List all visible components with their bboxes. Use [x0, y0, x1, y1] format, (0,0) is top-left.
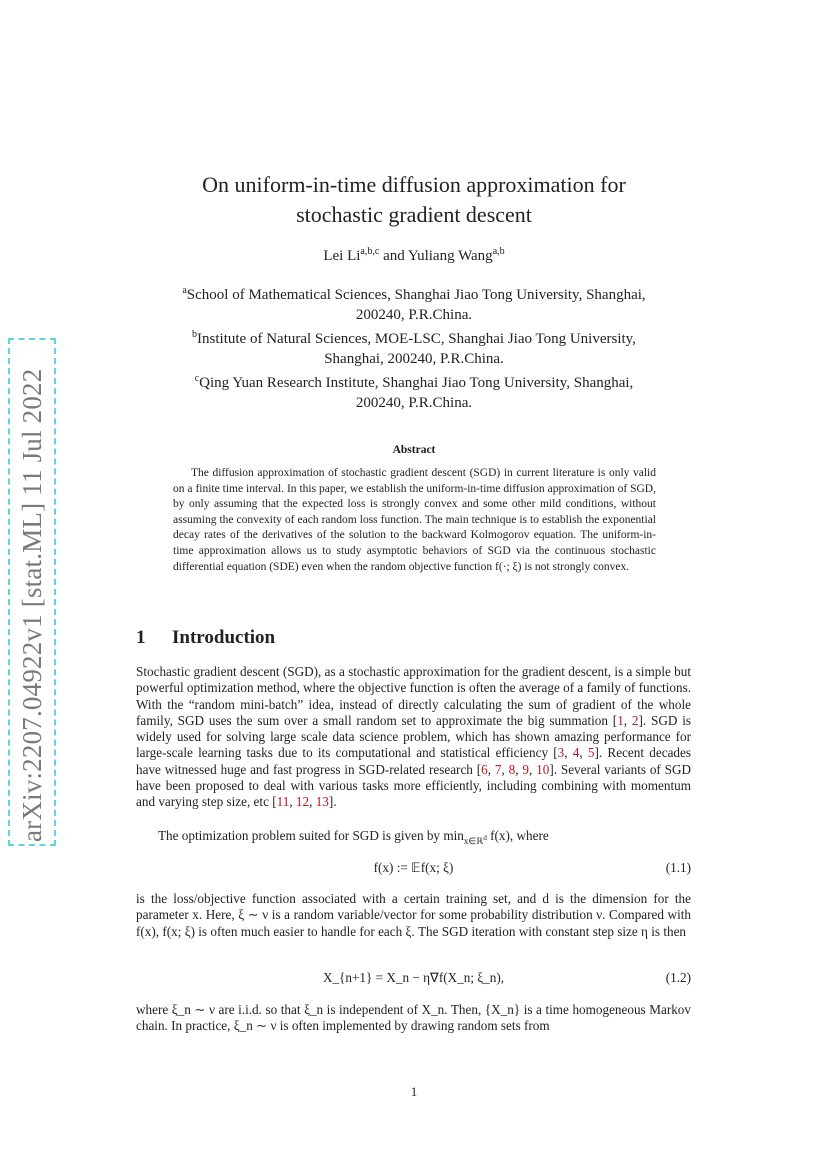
affiliation-text: Qing Yuan Research Institute, Shanghai Jiao Tong University, Shanghai,	[199, 375, 634, 391]
intro-paragraph-4: where ξ_n ∼ ν are i.i.d. so that ξ_n is independent of X_n. Then, {X_n} is a time homogeneous Markov chain. In practice, ξ_n ∼ ν is often implemented by drawing random sets from	[136, 1002, 691, 1034]
citation-link[interactable]: 2	[631, 712, 639, 728]
affiliation-marker: a	[182, 285, 187, 296]
affiliation-marker: c	[194, 373, 200, 384]
citation-link[interactable]: 4	[572, 745, 580, 761]
arxiv-identifier[interactable]: arXiv:2207.04922v1 [stat.ML] 11 Jul 2022	[17, 368, 47, 842]
citation-link[interactable]: 8	[508, 761, 516, 777]
title-line-2: stochastic gradient descent	[296, 202, 532, 227]
paper-title	[136, 170, 692, 230]
author-affiliation-marker: a,b,c	[360, 246, 380, 257]
affiliation-text: Institute of Natural Sciences, MOE-LSC, Shanghai Jiao Tong University,	[197, 331, 636, 347]
paragraph-text: ]. Several variants of SGD have been proposed to deal with various tasks more efficiently, including combining with momentum and varying step size, etc [	[136, 761, 692, 810]
affiliation-a	[136, 281, 692, 306]
citation-link[interactable]: 3	[557, 745, 565, 761]
math-subscript: x∈ℝ	[463, 835, 484, 846]
paragraph-text: ]. SGD is widely used for solving large scale data science problem, which has shown amazing performance for large-scale learning tasks due to its computational and statistical efficiency [	[136, 712, 691, 761]
citation-link[interactable]: 11	[276, 794, 290, 810]
intro-paragraph-3: is the loss/objective function associated with a certain training set, and d is the dimension for the parameter x. Here, ξ ∼ ν is a random variable/vector for some probability distribution ν. Compared with f(x), f(x; ξ) is often much easier to handle for each ξ. The SGD iteration with constant step size η is then	[136, 891, 691, 939]
affiliation-text: School of Mathematical Sciences, Shanghai Jiao Tong University, Shanghai,	[186, 287, 646, 303]
paragraph-text: f(x), where	[486, 828, 549, 843]
section-number: 1	[136, 627, 146, 648]
intro-paragraph-2	[136, 828, 691, 849]
author-name: Yuliang Wang	[407, 248, 493, 264]
abstract-heading: Abstract	[392, 444, 436, 456]
affiliation-marker: b	[192, 329, 198, 340]
citation-link[interactable]: 12	[295, 794, 310, 810]
author-conjunction: and	[379, 248, 408, 264]
citation-link[interactable]: 5	[587, 745, 595, 761]
equation-number: (1.1)	[665, 860, 691, 875]
section-title: Introduction	[172, 627, 276, 648]
citation-link[interactable]: 10	[536, 761, 550, 777]
equation-body: f(x) := 𝔼f(x; ξ)	[373, 860, 454, 875]
citation-link[interactable]: 6	[481, 761, 488, 777]
intro-paragraph-1: Stochastic gradient descent (SGD), as a stochastic approximation for the gradient descent, is a simple but powerful optimization method, where the objective function is often the average of a family of functions. With the “random mini-batch” idea, instead of directly calculating the sum of gradient of the whole family, SGD uses the sum over a small random set to approximate the big summation [1, 2]. SGD is widely used for solving large scale data science problem, which has shown amazing performance for large-scale learning tasks due to its computational and statistical efficiency [3, 4, 5]. Recent decades have witnessed huge and fast progress in SGD-related research [6, 7, 8, 9, 10]. Several variants of SGD have been proposed to deal with various tasks more efficiently, including combining with momentum and varying step size, etc [11, 12, 13].	[136, 664, 692, 810]
affiliation-c	[136, 369, 692, 394]
citation-link[interactable]: 1	[617, 712, 624, 728]
affiliation-b-cont: Shanghai, 200240, P.R.China.	[324, 350, 504, 367]
paragraph-text: ].	[328, 794, 337, 810]
affiliation-b	[136, 325, 692, 350]
abstract-body: The diffusion approximation of stochastic gradient descent (SGD) in current literature is only valid on a finite time interval. In this paper, we establish the uniform-in-time diffusion approximation of SGD, by only assuming that the expected loss is strongly convex and some other mild conditions, without assuming the convexity of each random loss function. The main technique is to establish the exponential decay rates of the derivatives of the solution to the backward Kolmogorov equation. The uniform-in-time approximation allows us to study asymptotic behaviors of SGD via the continuous stochastic differential equation (SDE) even when the random objective function f(·; ξ) is not strongly convex.	[173, 467, 656, 573]
math-superscript: d	[483, 833, 487, 842]
affiliation-c-cont: 200240, P.R.China.	[355, 394, 473, 411]
title-line-1: On uniform-in-time diffusion approximation for	[202, 172, 626, 197]
affiliations	[136, 281, 692, 413]
affiliation-a-cont: 200240, P.R.China.	[355, 306, 473, 323]
citation-link[interactable]: 7	[494, 761, 502, 777]
author-list	[136, 246, 692, 265]
citation-link[interactable]: 9	[522, 761, 529, 777]
section-heading	[136, 627, 275, 649]
paragraph-text: ]. Recent decades have witnessed huge and fast progress in SGD-related research [	[136, 745, 692, 777]
paragraph-text: Stochastic gradient descent (SGD), as a stochastic approximation for the gradient descent, is a simple but powerful optimization method, where the objective function is often the average of a family of functions. With the “random mini-batch” idea, instead of directly calculating the sum of gradient of the whole family, SGD uses the sum over a small random set to approximate the big summation [	[136, 664, 691, 728]
author-name: Lei Li	[323, 248, 361, 264]
equation-body: X_{n+1} = X_n − η∇f(X_n; ξ_n),	[322, 970, 505, 985]
paragraph-text: The optimization problem suited for SGD is given by min	[158, 828, 464, 843]
author-affiliation-marker: a,b	[492, 246, 505, 257]
page-number: 1	[410, 1084, 418, 1099]
equation-number: (1.2)	[665, 970, 691, 985]
citation-link[interactable]: 13	[315, 794, 329, 810]
